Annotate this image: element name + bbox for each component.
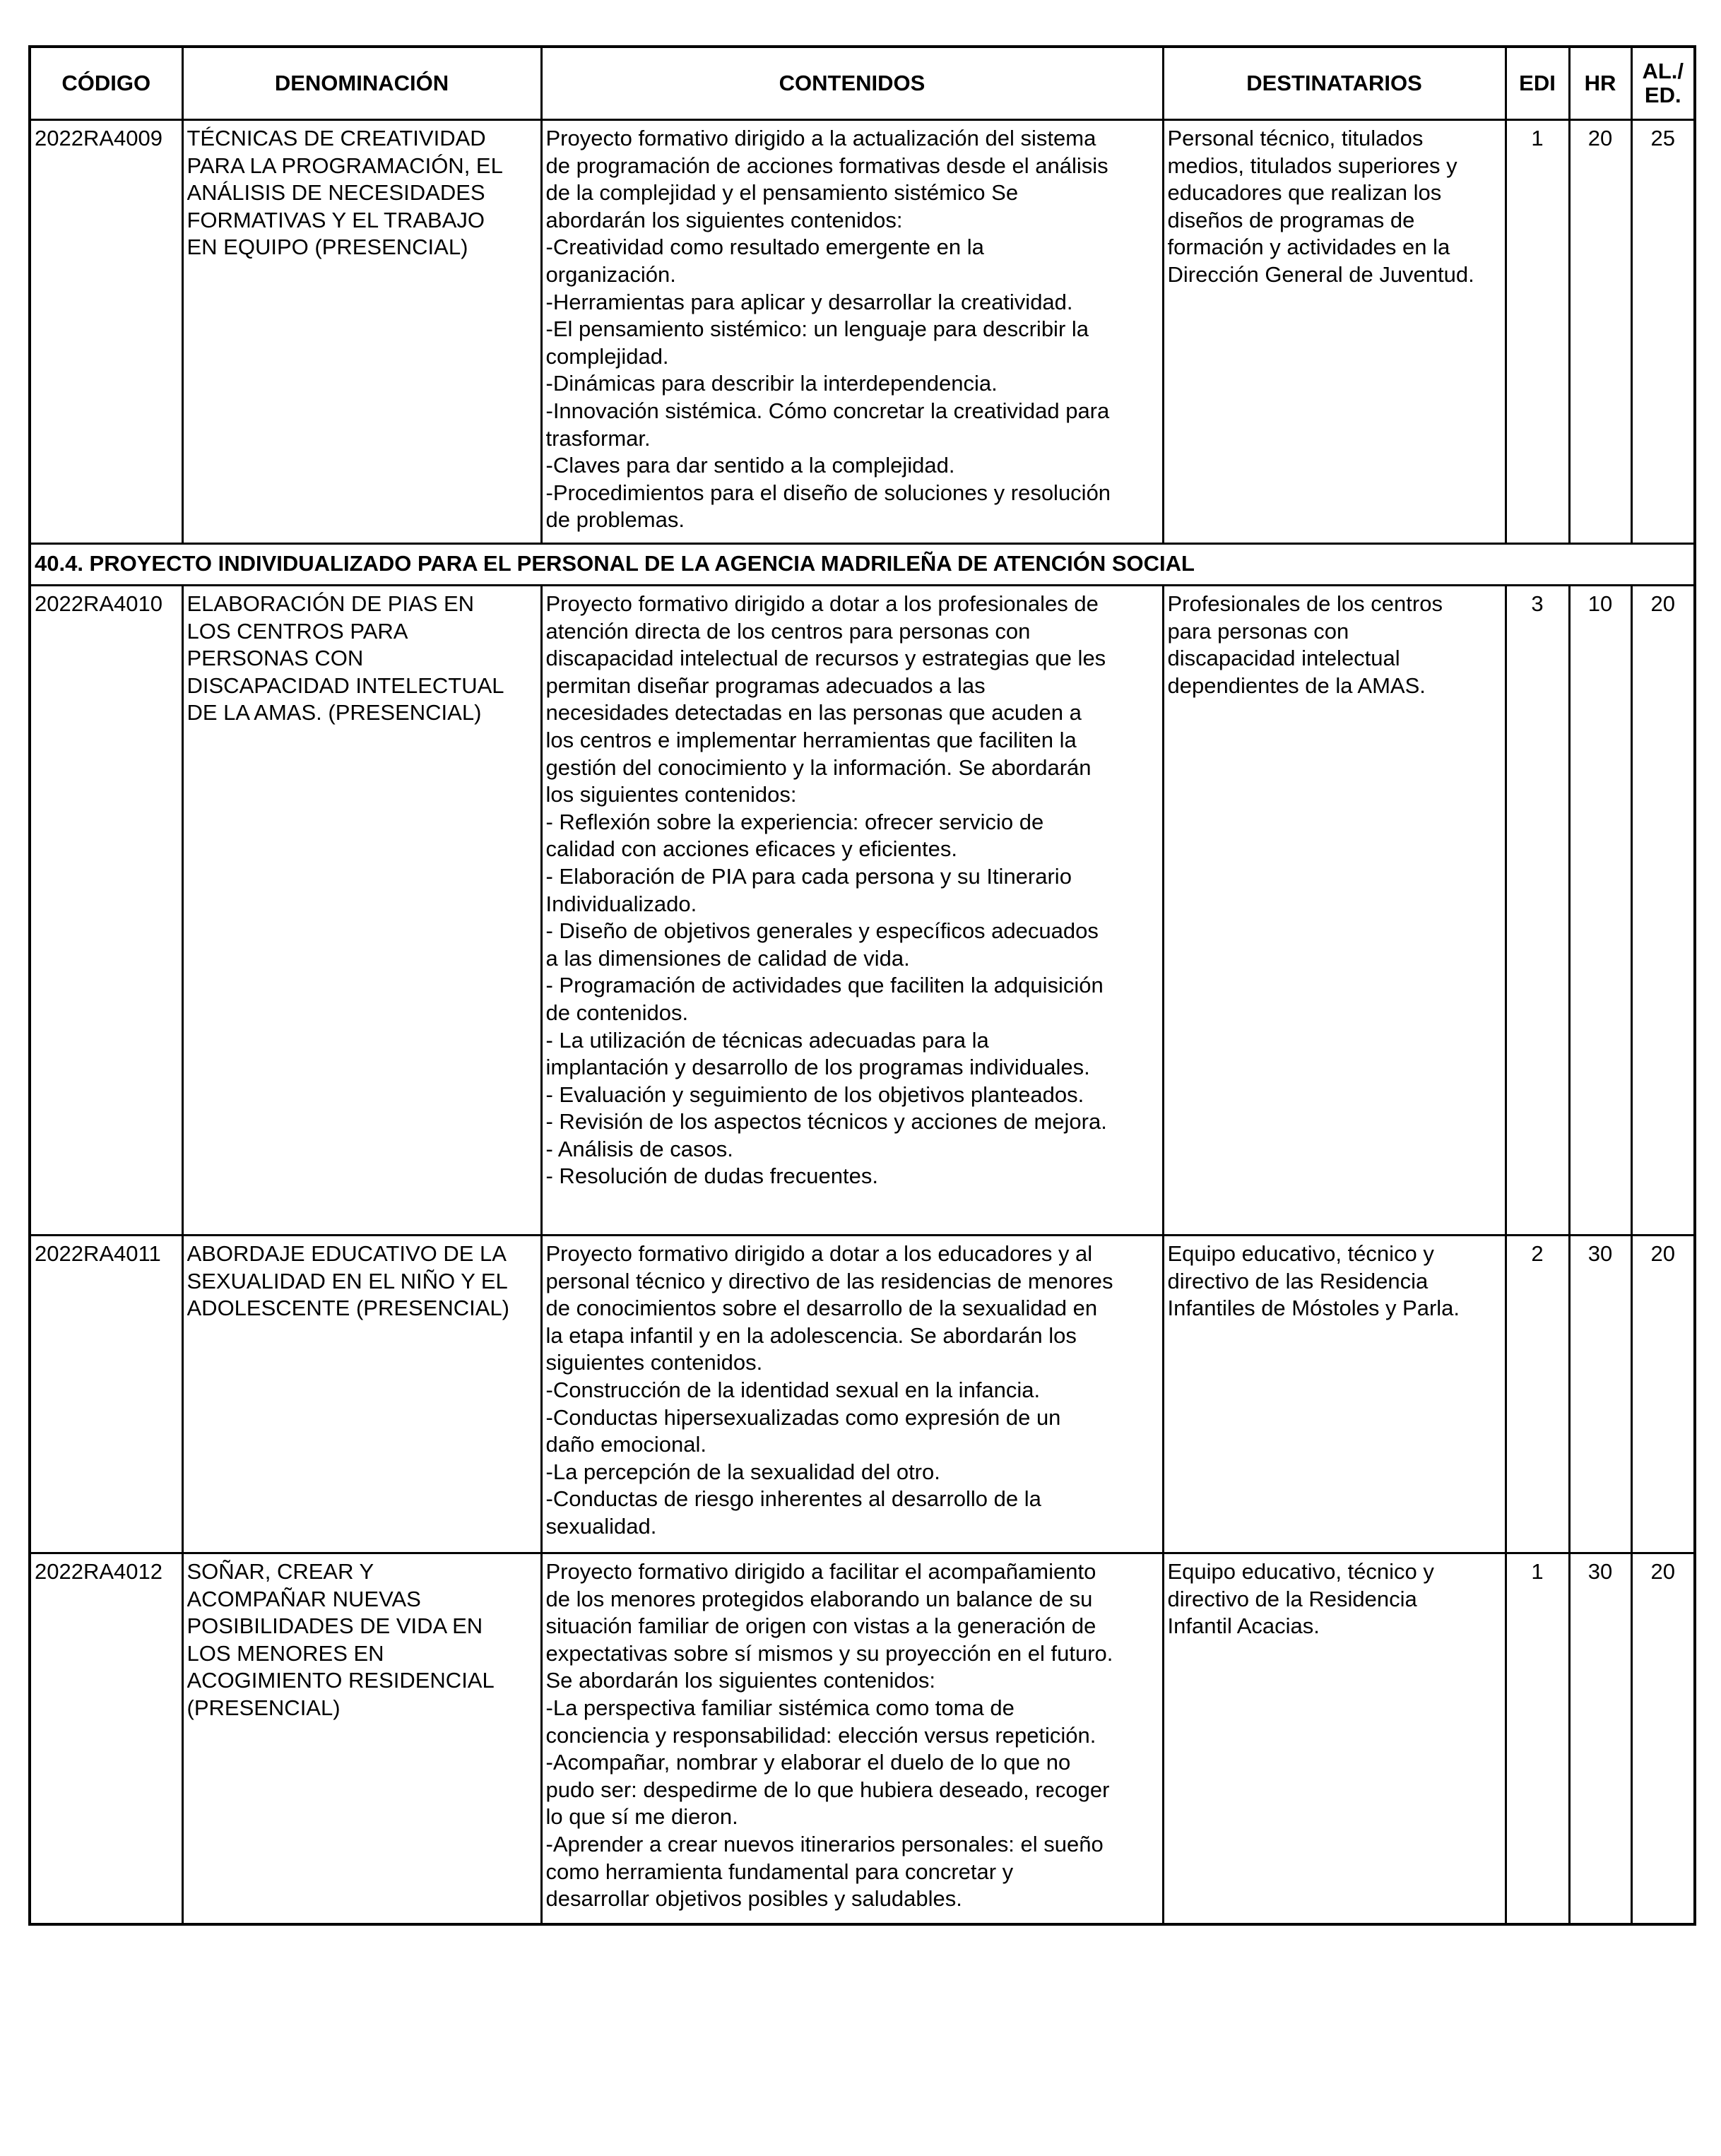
cell-destinatarios (1163, 120, 1506, 544)
cell-line: de la complejidad y el pensamiento sistémico Se (545, 180, 1019, 206)
cell-hr: 20 (1569, 120, 1631, 544)
cell-line: LOS CENTROS PARA (187, 618, 408, 644)
cell-line: TÉCNICAS DE CREATIVIDAD (187, 126, 486, 150)
cell-line: siguientes contenidos. (545, 1350, 763, 1375)
cell-line: de programación de acciones formativas desde el análisis (545, 153, 1108, 178)
cell-line: para personas con (1167, 618, 1349, 644)
cell-edi: 1 (1506, 120, 1569, 544)
cell-line: - Evaluación y seguimiento de los objetivos planteados. (545, 1082, 1084, 1107)
cell-line: atención directa de los centros para personas con (545, 618, 1031, 644)
section-heading: 40.4. PROYECTO INDIVIDUALIZADO PARA EL PERSONAL DE LA AGENCIA MADRILEÑA DE ATENCIÓN SOCIAL (30, 544, 1695, 586)
cell-line: DE LA AMAS. (PRESENCIAL) (187, 700, 482, 725)
cell-line: -Herramientas para aplicar y desarrollar la creatividad. (545, 289, 1073, 314)
header-al-ed (1631, 47, 1695, 120)
courses-table (28, 45, 1696, 1926)
cell-edi: 3 (1506, 586, 1569, 1236)
cell-line: SEXUALIDAD EN EL NIÑO Y EL (187, 1268, 508, 1293)
cell-contenidos (541, 120, 1163, 544)
cell-line: POSIBILIDADES DE VIDA EN (187, 1613, 483, 1639)
cell-line: Proyecto formativo dirigido a la actualización del sistema (545, 126, 1096, 150)
cell-line: educadores que realizan los (1167, 180, 1442, 206)
cell-line: PERSONAS CON (187, 646, 364, 671)
cell-line: LOS MENORES EN (187, 1640, 384, 1666)
cell-line: FORMATIVAS Y EL TRABAJO (187, 207, 485, 232)
cell-line: Se abordarán los siguientes contenidos: (545, 1668, 935, 1693)
cell-contenidos (541, 1236, 1163, 1553)
cell-line: - Reflexión sobre la experiencia: ofrecer servicio de (545, 809, 1044, 834)
cell-line: situación familiar de origen con vistas a la generación de (545, 1613, 1096, 1639)
cell-line: sexualidad. (545, 1513, 657, 1539)
cell-al-ed: 20 (1631, 586, 1695, 1236)
cell-line: - Resolución de dudas frecuentes. (545, 1163, 878, 1189)
cell-line: trasformar. (545, 425, 651, 451)
header-contenidos: CONTENIDOS (541, 47, 1163, 120)
cell-line: necesidades detectadas en las personas que acuden a (545, 700, 1082, 725)
header-codigo: CÓDIGO (30, 47, 182, 120)
cell-line: implantación y desarrollo de los programas individuales. (545, 1055, 1090, 1080)
cell-line: - Elaboración de PIA para cada persona y su Itinerario (545, 863, 1072, 889)
table-row (30, 1236, 1695, 1553)
cell-line: como herramienta fundamental para concretar y (545, 1859, 1014, 1884)
cell-line: directivo de la Residencia (1167, 1586, 1417, 1611)
header-denominacion: DENOMINACIÓN (182, 47, 541, 120)
cell-line: calidad con acciones eficaces y eficientes. (545, 836, 957, 862)
cell-line: -Dinámicas para describir la interdependencia. (545, 371, 998, 396)
cell-line: SOÑAR, CREAR Y (187, 1559, 374, 1584)
cell-line: formación y actividades en la (1167, 235, 1450, 260)
cell-denominacion (182, 120, 541, 544)
cell-line: - Diseño de objetivos generales y específicos adecuados (545, 918, 1099, 944)
cell-line: gestión del conocimiento y la información. Se abordarán (545, 754, 1092, 780)
cell-line: medios, titulados superiores y (1167, 153, 1457, 178)
cell-line: directivo de las Residencia (1167, 1268, 1429, 1293)
header-destinatarios: DESTINATARIOS (1163, 47, 1506, 120)
cell-line: de contenidos. (545, 1000, 689, 1025)
cell-codigo: 2022RA4010 (30, 586, 182, 1236)
cell-line: (PRESENCIAL) (187, 1695, 341, 1720)
table-row (30, 586, 1695, 1236)
cell-line: -Procedimientos para el diseño de soluciones y resolución (545, 480, 1111, 505)
cell-line: discapacidad intelectual de recursos y estrategias que les (545, 646, 1106, 671)
cell-denominacion (182, 1236, 541, 1553)
cell-line: los centros e implementar herramientas que faciliten la (545, 727, 1077, 752)
cell-line: diseños de programas de (1167, 207, 1415, 232)
cell-line: Infantiles de Móstoles y Parla. (1167, 1296, 1460, 1321)
cell-codigo: 2022RA4012 (30, 1553, 182, 1924)
cell-line: abordarán los siguientes contenidos: (545, 207, 903, 232)
cell-line: desarrollar objetivos posibles y saludables. (545, 1886, 962, 1912)
header-edi: EDI (1506, 47, 1569, 120)
cell-line: - Programación de actividades que faciliten la adquisición (545, 973, 1104, 998)
cell-codigo: 2022RA4011 (30, 1236, 182, 1553)
cell-line: - Revisión de los aspectos técnicos y acciones de mejora. (545, 1109, 1107, 1135)
cell-line: Profesionales de los centros (1167, 591, 1443, 616)
cell-line: -Conductas hipersexualizadas como expresión de un (545, 1404, 1061, 1430)
cell-line: de problemas. (545, 507, 685, 533)
cell-line: Proyecto formativo dirigido a facilitar el acompañamiento (545, 1559, 1096, 1584)
cell-contenidos (541, 586, 1163, 1236)
cell-line: complejidad. (545, 343, 669, 369)
cell-line: dependientes de la AMAS. (1167, 673, 1426, 698)
cell-line: DISCAPACIDAD INTELECTUAL (187, 673, 504, 698)
cell-line: -Creatividad como resultado emergente en la (545, 235, 984, 260)
cell-line: Dirección General de Juventud. (1167, 261, 1474, 287)
cell-line: - Análisis de casos. (545, 1136, 733, 1161)
cell-line: -Innovación sistémica. Cómo concretar la creatividad para (545, 398, 1110, 423)
cell-line: permitan diseñar programas adecuados a las (545, 673, 986, 698)
section-row (30, 544, 1695, 586)
cell-line: de conocimientos sobre el desarrollo de la sexualidad en (545, 1296, 1098, 1321)
cell-line: ADOLESCENTE (PRESENCIAL) (187, 1296, 509, 1321)
cell-edi: 2 (1506, 1236, 1569, 1553)
cell-line: personal técnico y directivo de las residencias de menores (545, 1268, 1113, 1293)
cell-line: Personal técnico, titulados (1167, 126, 1424, 150)
table-row (30, 120, 1695, 544)
cell-line: ELABORACIÓN DE PIAS EN (187, 591, 475, 616)
cell-edi: 1 (1506, 1553, 1569, 1924)
cell-al-ed: 20 (1631, 1553, 1695, 1924)
cell-line: de los menores protegidos elaborando un balance de su (545, 1586, 1093, 1611)
cell-al-ed: 20 (1631, 1236, 1695, 1553)
cell-line: ACOGIMIENTO RESIDENCIAL (187, 1668, 495, 1693)
cell-line: -La percepción de la sexualidad del otro. (545, 1459, 940, 1484)
cell-destinatarios (1163, 1553, 1506, 1924)
cell-line: conciencia y responsabilidad: elección versus repetición. (545, 1722, 1096, 1748)
cell-line: a las dimensiones de calidad de vida. (545, 945, 910, 971)
cell-line: Equipo educativo, técnico y (1167, 1559, 1434, 1584)
cell-line: Equipo educativo, técnico y (1167, 1241, 1434, 1266)
cell-line: pudo ser: despedirme de lo que hubiera deseado, recoger (545, 1777, 1110, 1802)
header-al-ed-line2: ED. (1644, 83, 1681, 107)
cell-line: daño emocional. (545, 1432, 706, 1457)
cell-line: PARA LA PROGRAMACIÓN, EL (187, 153, 503, 178)
cell-hr: 30 (1569, 1553, 1631, 1924)
cell-line: la etapa infantil y en la adolescencia. Se abordarán los (545, 1322, 1077, 1348)
cell-line: discapacidad intelectual (1167, 646, 1400, 671)
cell-destinatarios (1163, 586, 1506, 1236)
header-al-ed-line1: AL./ (1642, 59, 1684, 83)
cell-line: Infantil Acacias. (1167, 1613, 1320, 1639)
cell-line: -Conductas de riesgo inherentes al desarrollo de la (545, 1486, 1041, 1512)
cell-line: ANÁLISIS DE NECESIDADES (187, 180, 485, 206)
cell-hr: 30 (1569, 1236, 1631, 1553)
cell-line: -El pensamiento sistémico: un lenguaje para describir la (545, 316, 1089, 342)
cell-destinatarios (1163, 1236, 1506, 1553)
cell-line: - La utilización de técnicas adecuadas para la (545, 1027, 989, 1053)
cell-line: Proyecto formativo dirigido a dotar a los profesionales de (545, 591, 1099, 616)
cell-contenidos (541, 1553, 1163, 1924)
cell-line: -Acompañar, nombrar y elaborar el duelo de lo que no (545, 1750, 1071, 1775)
cell-line: -Claves para dar sentido a la complejidad. (545, 453, 955, 478)
cell-line: -Construcción de la identidad sexual en la infancia. (545, 1377, 1041, 1402)
cell-al-ed: 25 (1631, 120, 1695, 544)
table-header-row (30, 47, 1695, 120)
cell-line: expectativas sobre sí mismos y su proyección en el futuro. (545, 1640, 1113, 1666)
cell-line: lo que sí me dieron. (545, 1804, 738, 1830)
header-hr: HR (1569, 47, 1631, 120)
cell-hr: 10 (1569, 586, 1631, 1236)
cell-line: Individualizado. (545, 891, 697, 916)
cell-line: -La perspectiva familiar sistémica como toma de (545, 1695, 1015, 1720)
cell-line: EN EQUIPO (PRESENCIAL) (187, 235, 468, 260)
cell-codigo: 2022RA4009 (30, 120, 182, 544)
cell-line: ACOMPAÑAR NUEVAS (187, 1586, 421, 1611)
cell-denominacion (182, 586, 541, 1236)
table-row (30, 1553, 1695, 1924)
cell-line: ABORDAJE EDUCATIVO DE LA (187, 1241, 507, 1266)
cell-line: Proyecto formativo dirigido a dotar a los educadores y al (545, 1241, 1093, 1266)
cell-line: organización. (545, 261, 676, 287)
cell-line: -Aprender a crear nuevos itinerarios personales: el sueño (545, 1831, 1104, 1856)
cell-denominacion (182, 1553, 541, 1924)
cell-line: los siguientes contenidos: (545, 782, 797, 807)
